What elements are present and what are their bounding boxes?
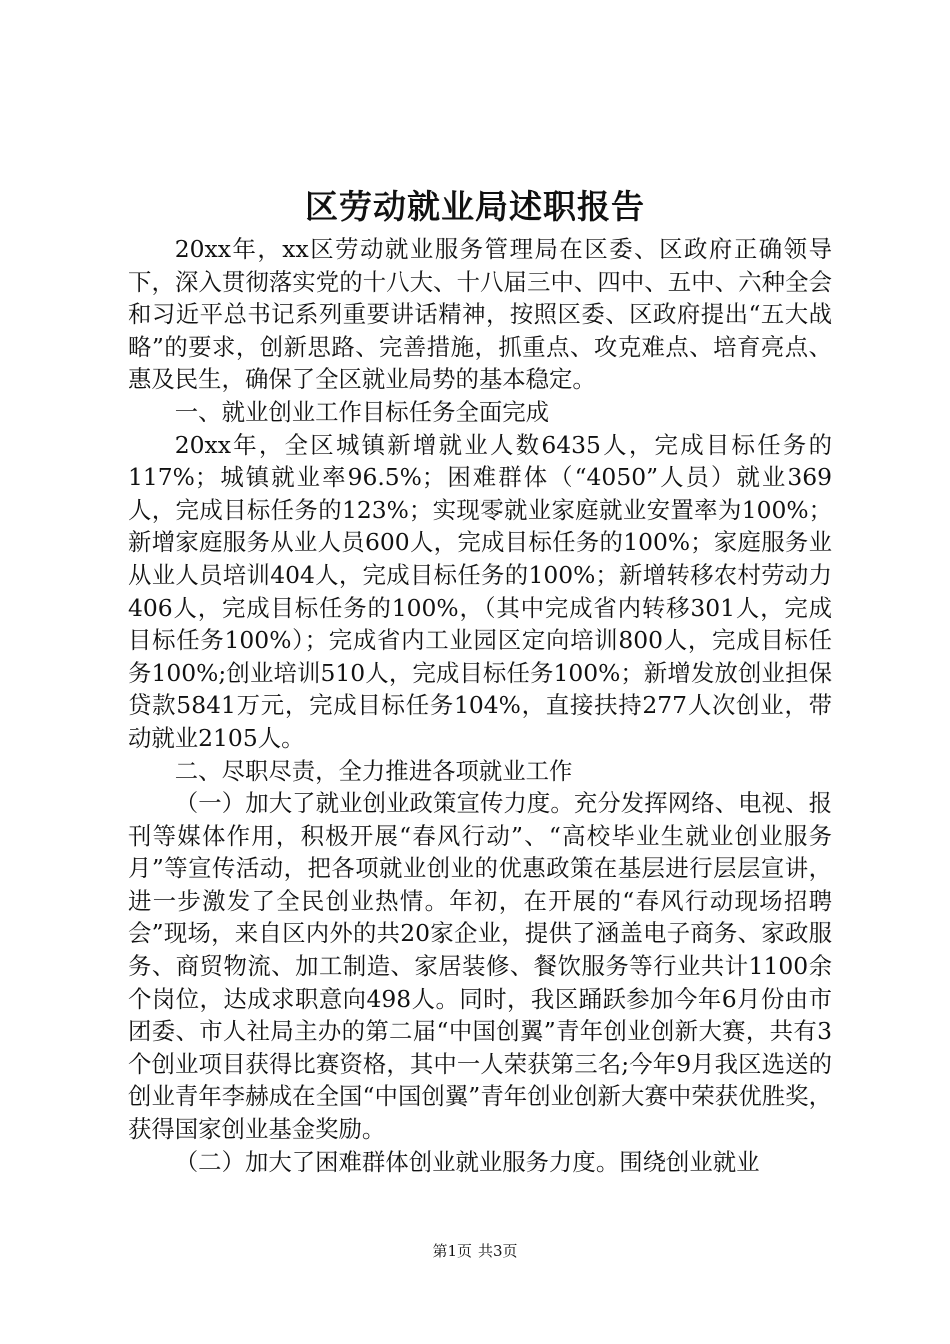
section-heading-2: 二、尽职尽责，全力推进各项就业工作 — [174, 756, 573, 785]
document-body — [128, 233, 832, 1178]
page-number: 第1页 — [432, 1242, 472, 1260]
page-footer — [0, 1240, 950, 1262]
paragraph-intro: 20xx年，xx区劳动就业服务管理局在区委、区政府正确领导下，深入贯彻落实党的十八大、十八届三中、四中、五中、六种全会和习近平总书记系列重要讲话精神，按照区委、区政府提出“五大战略”的要求，创新思路、完善措施，抓重点、攻克难点、培育亮点、惠及民生，确保了全区就业局势的基本稳定。 — [128, 235, 832, 394]
document-title: 区劳动就业局述职报告 — [305, 187, 645, 226]
page-total: 共3页 — [478, 1242, 518, 1260]
paragraph-targets: 20xx年，全区城镇新增就业人数6435人，完成目标任务的117%；城镇就业率96.5%；困难群体（“4050”人员）就业369人，完成目标任务的123%；实现零就业家庭就业安置率为100%；新增家庭服务从业人员600人，完成目标任务的100%；家庭服务业从业人员培训404人，完成目标任务的100%；新增转移农村劳动力406人，完成目标任务的100%，（其中完成省内转移301人，完成目标任务100%）；完成省内工业园区定向培训800人，完成目标任务100%;创业培训510人，完成目标任务100%；新增发放创业担保贷款5841万元，完成目标任务104%，直接扶持277人次创业，带动就业2105人。 — [128, 430, 832, 752]
paragraph-difficult-groups: （二）加大了困难群体创业就业服务力度。围绕创业就业 — [174, 1147, 760, 1176]
section-heading-1: 一、就业创业工作目标任务全面完成 — [174, 397, 550, 426]
paragraph-policy-promotion: （一）加大了就业创业政策宣传力度。充分发挥网络、电视、报刊等媒体作用，积极开展“春风行动”、“高校毕业生就业创业服务月”等宣传活动，把各项就业创业的优惠政策在基层进行层层宣讲，进一步激发了全民创业热情。年初，在开展的“春风行动现场招聘会”现场，来自区内外的共20家企业，提供了涵盖电子商务、家政服务、商贸物流、加工制造、家居装修、餐饮服务等行业共计1100余个岗位，达成求职意向498人。同时，我区踊跃参加今年6月份由市团委、市人社局主办的第二届“中国创翼”青年创业创新大赛，共有3个创业项目获得比赛资格，其中一人荣获第三名;今年9月我区选送的创业青年李赫成在全国“中国创翼”青年创业创新大赛中荣获优胜奖，获得国家创业基金奖励。 — [128, 789, 832, 1144]
